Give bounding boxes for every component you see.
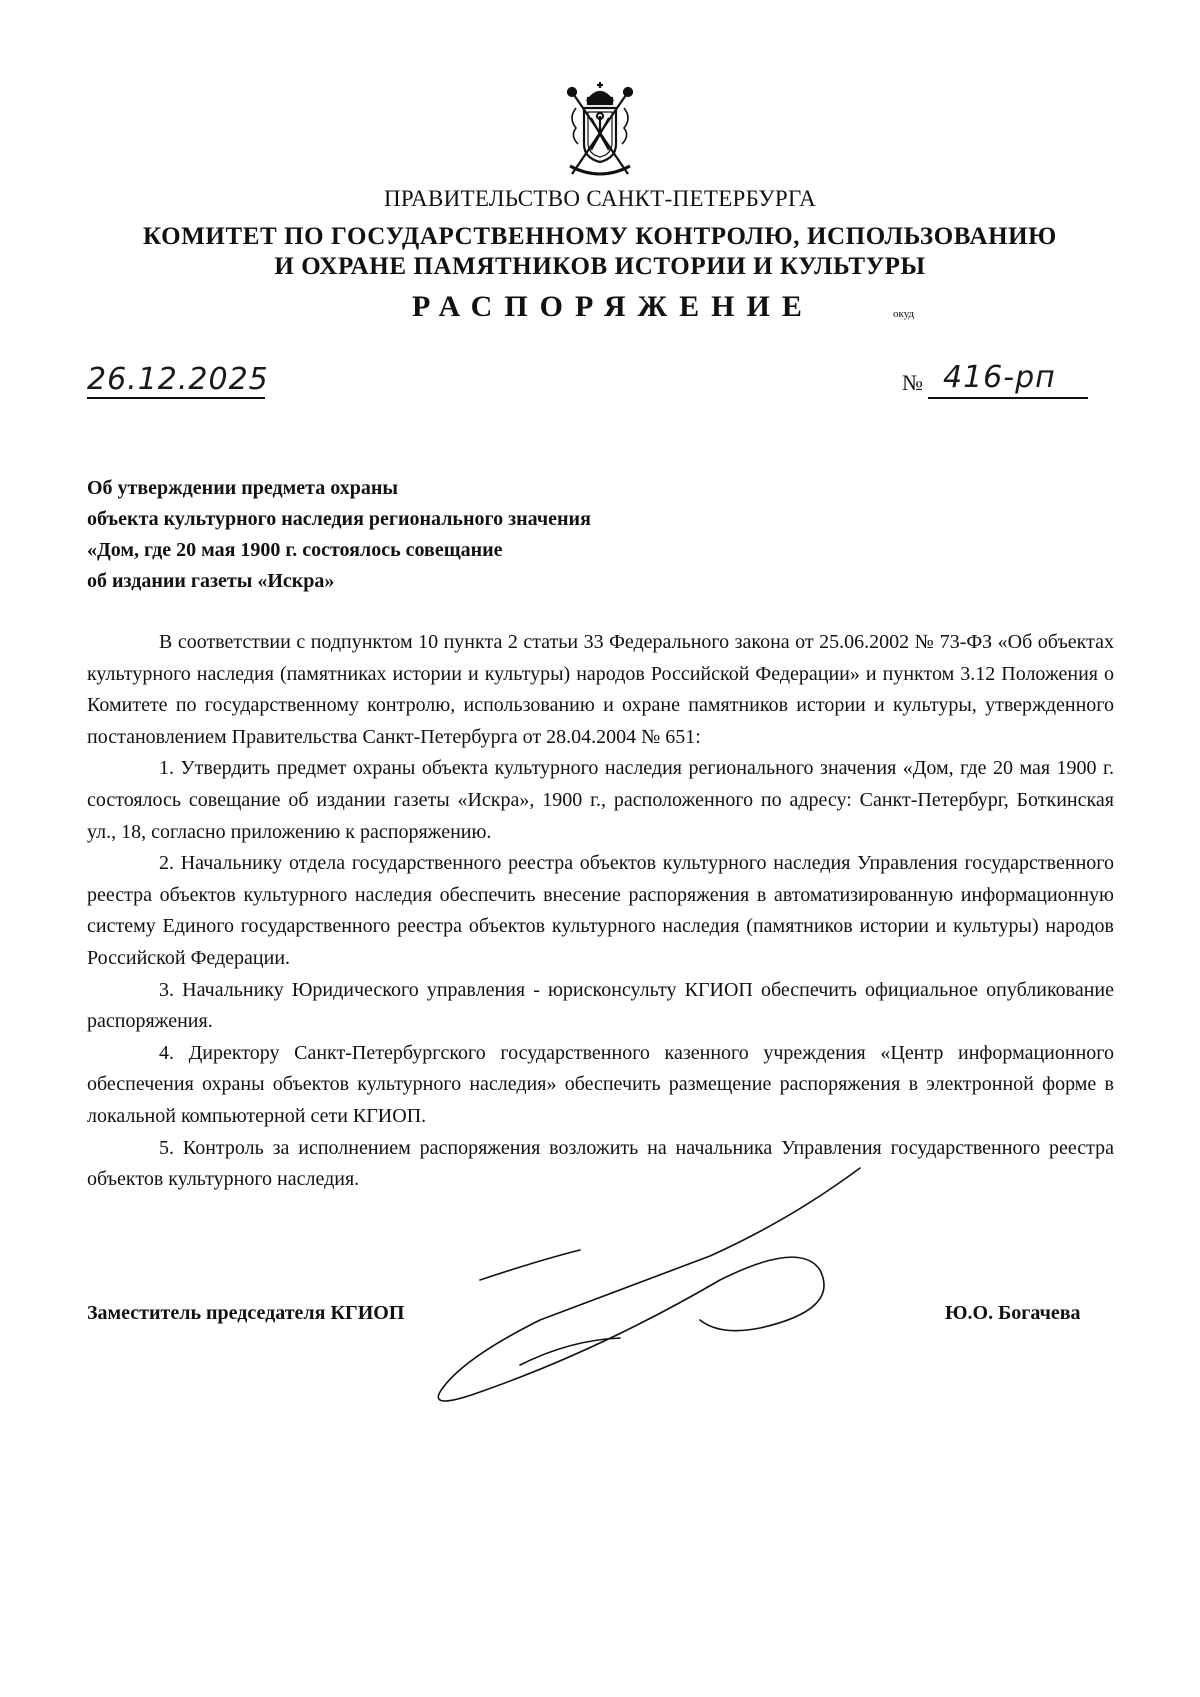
clause-1: 1. Утвердить предмет охраны объекта культурного наследия регионального значения «Дом, где 20 мая 1900 г. состоялось совещание об издании газеты «Искра», 1900 г., расположенного по адресу: Санкт-Петербург, Боткинская ул., 18, согласно приложению к распоряжению. [87,757,1114,843]
subject-line: объекта культурного наследия регионального значения [87,508,591,530]
signatory-name: Ю.О. Богачева [945,1302,1081,1324]
clause-4: 4. Директору Санкт-Петербургского государственного казенного учреждения «Центр информационного обеспечения охраны объектов культурного наследия» обеспечить размещение распоряжения в электронной форме в локальной компьютерной сети КГИОП. [87,1041,1114,1127]
committee-title-line2: И ОХРАНЕ ПАМЯТНИКОВ ИСТОРИИ И КУЛЬТУРЫ [274,253,926,280]
subject-line: «Дом, где 20 мая 1900 г. состоялось совещание [87,539,503,561]
coat-of-arms-icon [548,78,652,182]
number-underline [928,397,1088,399]
document-type: РАСПОРЯЖЕНИЕ [412,290,814,323]
date-underline [87,397,265,399]
preamble-paragraph: В соответствии с подпунктом 10 пункта 2 статьи 33 Федерального закона от 25.06.2002 № 73-ФЗ «Об объектах культурного наследия (памятниках истории и культуры) народов Российской Федерации» и пунктом 3.12 Положения о Комитете по государственному контролю, использованию и охране памятников истории и культуры, утвержденного постановлением Правительства Санкт-Петербурга от 28.04.2004 № 651: [87,631,1114,748]
clause-5: 5. Контроль за исполнением распоряжения возложить на начальника Управления государственного реестра объектов культурного наследия. [87,1136,1114,1191]
subject-line: Об утверждении предмета охраны [87,477,398,499]
document-subject [87,473,737,597]
handwritten-signature-icon [420,1160,940,1410]
okud-label: окуд [893,308,915,320]
clause-2: 2. Начальнику отдела государственного реестра объектов культурного наследия Управления государственного реестра объектов культурного наследия обеспечить внесение распоряжения в автоматизированную информационную систему Единого государственного реестра объектов культурного наследия (памятников истории и культуры) народов Российской Федерации. [87,852,1114,969]
committee-title-line1: КОМИТЕТ ПО ГОСУДАРСТВЕННОМУ КОНТРОЛЮ, ИСПОЛЬЗОВАНИЮ [143,223,1057,250]
government-title: ПРАВИТЕЛЬСТВО САНКТ-ПЕТЕРБУРГА [383,186,817,211]
clause-3: 3. Начальнику Юридического управления - юрисконсульту КГИОП обеспечить официальное опубликование распоряжения. [87,978,1114,1033]
document-number: 416-рп [943,360,1056,395]
document-date: 26.12.2025 [87,362,269,397]
document-body [87,627,1114,1196]
number-sign: № [902,370,923,395]
subject-line: об издании газеты «Искра» [87,570,335,592]
signatory-position: Заместитель председателя КГИОП [87,1302,405,1324]
